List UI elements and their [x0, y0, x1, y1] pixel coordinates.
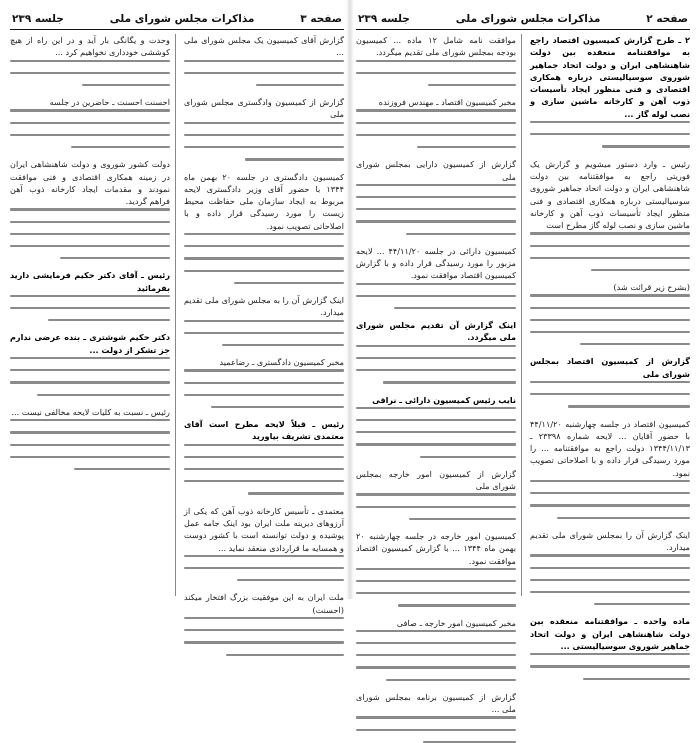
right-page-right-column	[530, 34, 690, 651]
text-line	[184, 456, 344, 458]
text-lines	[184, 233, 344, 284]
paragraph: نایب رئیس کمیسیون دارائی ـ نراقی	[372, 394, 516, 405]
text-line	[211, 406, 344, 408]
paragraph: مخبر کمیسیون امور خارجه ـ صافی	[396, 617, 516, 628]
text-lines	[530, 480, 690, 519]
text-lines	[530, 232, 690, 271]
paragraph: کمیسیون امور خارجه در جلسه چهارشنبه ۲۰ بهمن ماه ۱۳۴۴ ... با گزارش کمیسیون اقتصاد موافقت نمود.	[356, 530, 516, 566]
text-line	[184, 122, 344, 124]
text-line	[10, 431, 170, 433]
right-page-columns	[356, 30, 690, 715]
text-line	[356, 208, 516, 210]
text-line	[398, 604, 516, 606]
text-line	[48, 319, 170, 321]
text-line	[60, 257, 170, 259]
text-lines	[10, 60, 170, 87]
text-line	[356, 283, 516, 285]
text-line	[10, 245, 170, 247]
text-lines	[356, 60, 516, 87]
paragraph: ۲ ـ طرح گزارش کمیسیون اقتصاد راجع به موافقتنامه منعقده بین دولت شاهنشاهی ایران و دولت اتحاد جماهیر شوروی سوسیالیستی درباره همکاری اقتصادی و فنی منظور ایجاد تأسیسات ذوب آهن و کارخانه ماشین سازی و نصب لوله گاز ...	[530, 35, 690, 119]
paragraph: اینک گزارش آن را به مجلس شورای ملی تقدیم میدارد.	[184, 294, 344, 318]
paragraph: گزارش از کمیسیون اقتصاد بمجلس شورای ملی	[530, 356, 690, 379]
text-line	[10, 233, 170, 235]
paragraph: گزارش از کمیسیون وادگستری مجلس شورای ملی	[184, 97, 344, 120]
text-line	[184, 332, 344, 334]
paragraph: اینک گزارش آن تقدیم مجلس شورای ملی میگردد.	[356, 320, 516, 343]
text-line	[10, 444, 170, 446]
text-line	[184, 468, 344, 470]
paragraph: رئیس ـ وارد دستور میشویم و گزارش یک فوریتی راجع به موافقتنامه بین دولت شاهنشاهی ایران و دولت اتحاد جماهیر شوروی سوسیالیستی درباره همکاری اقتصادی و فنی منظور ایجاد تأسیسات ذوب آهن و کارخانه ماشین سازی و نصب لوله گاز مطرح است	[530, 158, 690, 231]
text-line	[184, 270, 344, 272]
text-lines	[184, 122, 344, 161]
text-line	[10, 72, 170, 74]
text-line	[10, 357, 170, 359]
text-line	[37, 394, 170, 396]
text-line	[356, 716, 516, 718]
text-line	[530, 591, 690, 593]
text-line	[184, 320, 344, 322]
text-line	[530, 665, 690, 667]
text-line	[184, 555, 344, 557]
text-lines	[530, 121, 690, 148]
paragraph: موافقت نامه شامل ۱۲ ماده ... کمیسیون بودجه بمجلس شورای ملی تقدیم میگردد.	[356, 35, 516, 58]
text-line	[530, 492, 690, 494]
right-page-left-column	[356, 34, 522, 715]
left-page-header	[10, 6, 344, 30]
text-line	[420, 456, 516, 458]
text-line	[356, 357, 516, 359]
text-line	[530, 294, 690, 296]
text-line	[10, 369, 170, 371]
text-line	[356, 220, 516, 222]
text-line	[583, 678, 690, 680]
text-line	[409, 518, 516, 520]
left-page-columns	[10, 30, 344, 615]
text-lines	[10, 109, 170, 148]
text-lines	[530, 554, 690, 605]
text-line	[530, 579, 690, 581]
text-lines	[184, 320, 344, 347]
text-line	[184, 146, 344, 148]
text-lines	[356, 716, 516, 743]
text-line	[356, 630, 516, 632]
text-line	[82, 84, 170, 86]
text-line	[356, 109, 516, 111]
text-lines	[184, 617, 344, 656]
text-line	[356, 72, 516, 74]
text-line	[10, 221, 170, 223]
text-line	[356, 419, 516, 421]
text-line	[594, 603, 690, 605]
text-line	[245, 158, 344, 160]
text-line	[184, 567, 344, 569]
text-line	[184, 480, 344, 482]
text-line	[356, 134, 516, 136]
text-line	[356, 369, 516, 371]
text-line	[602, 145, 690, 147]
paragraph: کمیسیون دارائی در جلسه ۴۴/۱۱/۲۰ ... لایحه مزبور را مورد رسیدگی قرار داده و با گزارش کمیسیون اقتصاد موافقت نمود.	[356, 245, 516, 281]
text-line	[530, 567, 690, 569]
paragraph: کمیسیون دادگستری در جلسه ۲۰ بهمن ماه ۱۳۴۴ با حضور آقای وزیر دادگستری لایحه مربوط به ایجاد سازمان ملی حفاظت محیط زیست را مورد رسیدگی قرار داده و با اصلاحاتی تصویب نمود.	[184, 171, 344, 231]
text-line	[356, 592, 516, 594]
text-lines	[530, 294, 690, 345]
text-line	[568, 405, 690, 407]
text-line	[184, 60, 344, 62]
paragraph: رئیس ـ نسبت به کلیات لایحه مخالفی نیست ...	[11, 406, 170, 417]
paragraph: احسنت احسنت ـ حاضرین در جلسه	[49, 97, 170, 108]
text-line	[530, 554, 690, 556]
text-line	[386, 679, 516, 681]
text-line	[356, 493, 516, 495]
text-lines	[184, 369, 344, 408]
text-line	[184, 617, 344, 619]
paragraph: معتمدی ـ تأسیس کارخانه ذوب آهن که یکی از آرزوهای دیرینه ملت ایران بود اینک جامه عمل پوشیده و دولت توانسته است با کشور دوست و همسایه ما قراردادی منعقد نماید ...	[184, 505, 344, 553]
right-page-number: صفحه ۲	[646, 13, 688, 25]
text-line	[237, 579, 344, 581]
text-line	[256, 84, 344, 86]
text-line	[591, 269, 690, 271]
text-line	[248, 492, 344, 494]
text-lines	[356, 630, 516, 681]
paragraph: مخبر کمیسیون دادگستری ـ رضاعمید	[219, 357, 344, 368]
text-lines	[356, 493, 516, 520]
text-lines	[184, 444, 344, 495]
text-line	[394, 307, 516, 309]
left-page-title: مذاکرات مجلس شورای ملی	[109, 13, 255, 25]
text-line	[356, 431, 516, 433]
text-line	[356, 506, 516, 508]
text-line	[356, 407, 516, 409]
text-line	[356, 729, 516, 731]
text-line	[530, 393, 690, 395]
text-line	[234, 282, 344, 284]
text-line	[71, 146, 170, 148]
text-lines	[356, 283, 516, 310]
text-line	[10, 134, 170, 136]
text-line	[356, 295, 516, 297]
paragraph: دولت کشور شوروی و دولت شاهنشاهی ایران در زمینه همکاری اقتصادی و فنی موافقت نمودند و مقدمات ایجاد کارخانه ذوب آهن فراهم گردید.	[10, 159, 170, 207]
text-line	[10, 381, 170, 383]
text-line	[356, 654, 516, 656]
left-page-right-column	[184, 34, 344, 615]
text-line	[74, 468, 170, 470]
text-line	[356, 196, 516, 198]
text-lines	[356, 345, 516, 384]
text-line	[530, 257, 690, 259]
text-line	[530, 319, 690, 321]
text-line	[356, 666, 516, 668]
text-line	[356, 60, 516, 62]
text-lines	[10, 357, 170, 396]
text-line	[356, 184, 516, 186]
paragraph: اینک گزارش آن را بمجلس شورای ملی تقدیم میدارد.	[530, 529, 690, 553]
text-line	[184, 641, 344, 643]
text-line	[530, 121, 690, 123]
text-line	[184, 629, 344, 631]
text-line	[530, 307, 690, 309]
text-line	[10, 307, 170, 309]
text-line	[10, 60, 170, 62]
text-lines	[184, 60, 344, 87]
text-line	[184, 382, 344, 384]
text-line	[530, 653, 690, 655]
text-line	[557, 517, 690, 519]
right-page-session: جلسه ۲۳۹	[358, 13, 410, 25]
text-line	[184, 444, 344, 446]
right-page	[350, 0, 700, 715]
text-line	[530, 381, 690, 383]
text-line	[10, 122, 170, 124]
paragraph: دکتر حکیم شوشتری ـ بنده عرضی ندارم جز تشکر از دولت ...	[10, 332, 170, 355]
text-line	[356, 580, 516, 582]
text-line	[580, 343, 690, 345]
text-lines	[10, 208, 170, 259]
paragraph: وحدت و یگانگی بار آید و در این راه از هیچ کوششی خودداری نخواهیم کرد ...	[10, 35, 170, 58]
paragraph: رئیس ـ آقای دکتر حکیم فرمایشی دارید بفرمائید	[10, 270, 170, 293]
text-line	[530, 480, 690, 482]
text-lines	[356, 184, 516, 235]
text-line	[530, 245, 690, 247]
text-line	[10, 208, 170, 210]
text-line	[184, 369, 344, 371]
paragraph: گزارش آقای کمیسیون یک مجلس شورای ملی ...	[184, 35, 344, 58]
text-line	[383, 381, 516, 383]
text-line	[184, 394, 344, 396]
text-line	[530, 232, 690, 234]
text-lines	[530, 381, 690, 408]
paragraph: ملت ایران به این موفقیت بزرگ افتخار میکند (احسنت)	[184, 592, 344, 615]
text-line	[356, 568, 516, 570]
text-line	[10, 109, 170, 111]
paragraph: ماده واحده ـ موافقتنامه منعقده بین دولت شاهنشاهی ایران و دولت اتحاد جماهیر شوروی سوسیالیستی ...	[530, 616, 690, 651]
text-line	[356, 642, 516, 644]
text-line	[428, 84, 516, 86]
text-lines	[356, 568, 516, 607]
text-line	[10, 419, 170, 421]
text-lines	[10, 419, 170, 470]
paragraph: گزارش از کمیسیون امور خارجه بمجلس شورای ملی	[356, 468, 516, 492]
left-page-left-column	[10, 34, 176, 596]
text-lines	[10, 295, 170, 322]
left-page	[0, 0, 350, 615]
text-lines	[530, 653, 690, 680]
text-line	[356, 122, 516, 124]
paragraph: رئیس ـ قبلاً لایحه مطرح است آقای معتمدی تشریف بیاورید	[184, 419, 344, 442]
text-lines	[356, 407, 516, 458]
text-line	[184, 233, 344, 235]
left-page-number: صفحه ۳	[300, 13, 342, 25]
text-line	[184, 245, 344, 247]
text-line	[226, 654, 344, 656]
text-line	[184, 134, 344, 136]
text-line	[10, 456, 170, 458]
text-line	[10, 295, 170, 297]
paragraph: (بشرح زیر قرائت شد)	[613, 282, 690, 293]
right-page-title: مذاکرات مجلس شورای ملی	[455, 13, 601, 25]
left-page-session: جلسه ۲۳۹	[12, 13, 64, 25]
text-line	[406, 233, 516, 235]
paragraph: گزارش از کمیسیون برنامه بمجلس شورای ملی ...	[356, 691, 516, 715]
text-lines	[184, 555, 344, 582]
text-line	[530, 133, 690, 135]
paragraph: گزارش از کمیسیون دارایی بمجلس شورای ملی	[356, 159, 516, 182]
paragraph: مخبر کمیسیون اقتصاد ـ مهندس فروزنده	[378, 97, 516, 108]
text-line	[222, 344, 344, 346]
text-lines	[356, 109, 516, 148]
text-line	[530, 504, 690, 506]
text-line	[530, 331, 690, 333]
text-line	[356, 443, 516, 445]
paragraph: کمیسیون اقتصاد در جلسه چهارشنبه ۴۴/۱۱/۲۰ با حضور آقایان ... لایحه شماره ۲۳۳۹۸ ـ ۱۳۴۴/۱۱/۱۳ دولت راجع به موافقتنامه ... را مورد رسیدگی قرار داده و با اصلاحاتی تصویب نمود.	[530, 418, 690, 478]
text-line	[184, 72, 344, 74]
text-line	[417, 146, 516, 148]
text-line	[356, 345, 516, 347]
right-page-header	[356, 6, 690, 30]
text-line	[184, 257, 344, 259]
